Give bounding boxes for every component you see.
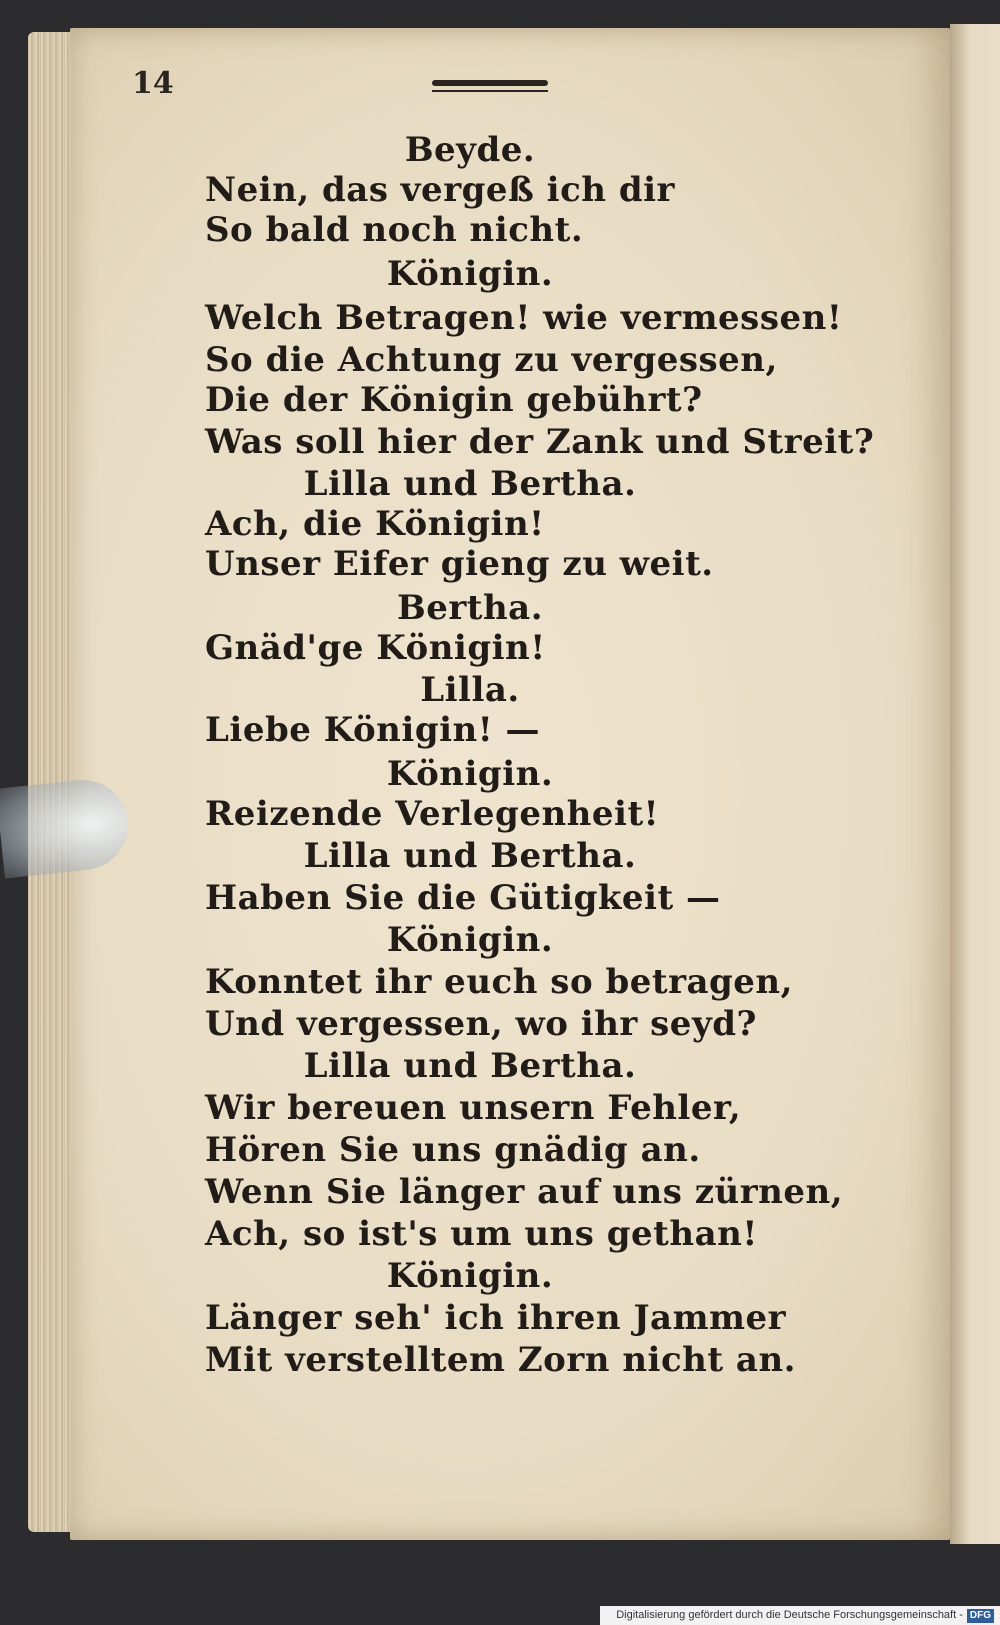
verse-line: Länger seh' ich ihren Jammer (205, 1298, 787, 1338)
next-page-edge (950, 24, 1000, 1544)
speaker-name: Bertha. (396, 588, 544, 628)
verse-line: Die der Königin gebührt? (205, 380, 703, 420)
speaker-name: Königin. (386, 254, 554, 294)
verse-line: Hören Sie uns gnädig an. (205, 1130, 701, 1170)
verse-line: Was soll hier der Zank und Streit? (205, 422, 875, 462)
verse-line: Ach, die Königin! (205, 504, 545, 544)
verse-line: Konntet ihr euch so betragen, (205, 962, 793, 1002)
header-rule-thin (432, 90, 548, 92)
verse-line: Und vergessen, wo ihr seyd? (205, 1004, 757, 1044)
speaker-name: Lilla und Bertha. (303, 1046, 637, 1086)
speaker-name: Lilla. (420, 670, 520, 710)
speaker-name: Lilla und Bertha. (303, 836, 637, 876)
verse-line: Liebe Königin! — (205, 710, 540, 750)
speaker-name: Königin. (386, 1256, 554, 1296)
header-rule-thick (432, 80, 548, 86)
verse-line: Gnäd'ge Königin! (205, 628, 546, 668)
verse-line: Mit verstelltem Zorn nicht an. (205, 1340, 797, 1380)
verse-line: Welch Betragen! wie vermessen! (205, 298, 843, 338)
verse-line: Wenn Sie länger auf uns zürnen, (205, 1172, 844, 1212)
speaker-name: Beyde. (404, 130, 536, 170)
dfg-logo: DFG (967, 1609, 994, 1623)
verse-line: Haben Sie die Gütigkeit — (205, 878, 721, 918)
header-rule (432, 80, 548, 96)
digitization-footer (600, 1606, 1000, 1625)
verse-line: So die Achtung zu vergessen, (205, 340, 778, 380)
verse-line: Wir bereuen unsern Fehler, (205, 1088, 742, 1128)
verse-line: Reizende Verlegenheit! (205, 794, 660, 834)
verse-line: Unser Eifer gieng zu weit. (205, 544, 714, 584)
page-number: 14 (132, 66, 174, 101)
footer-credit: Digitalisierung gefördert durch die Deutsche Forschungsgemeinschaft - (616, 1609, 963, 1621)
speaker-name: Königin. (386, 920, 554, 960)
speaker-name: Lilla und Bertha. (303, 464, 637, 504)
speaker-name: Königin. (386, 754, 554, 794)
verse-line: Nein, das vergeß ich dir (205, 170, 675, 210)
verse-line: Ach, so ist's um uns gethan! (205, 1214, 758, 1254)
verse-line: So bald noch nicht. (205, 210, 584, 250)
